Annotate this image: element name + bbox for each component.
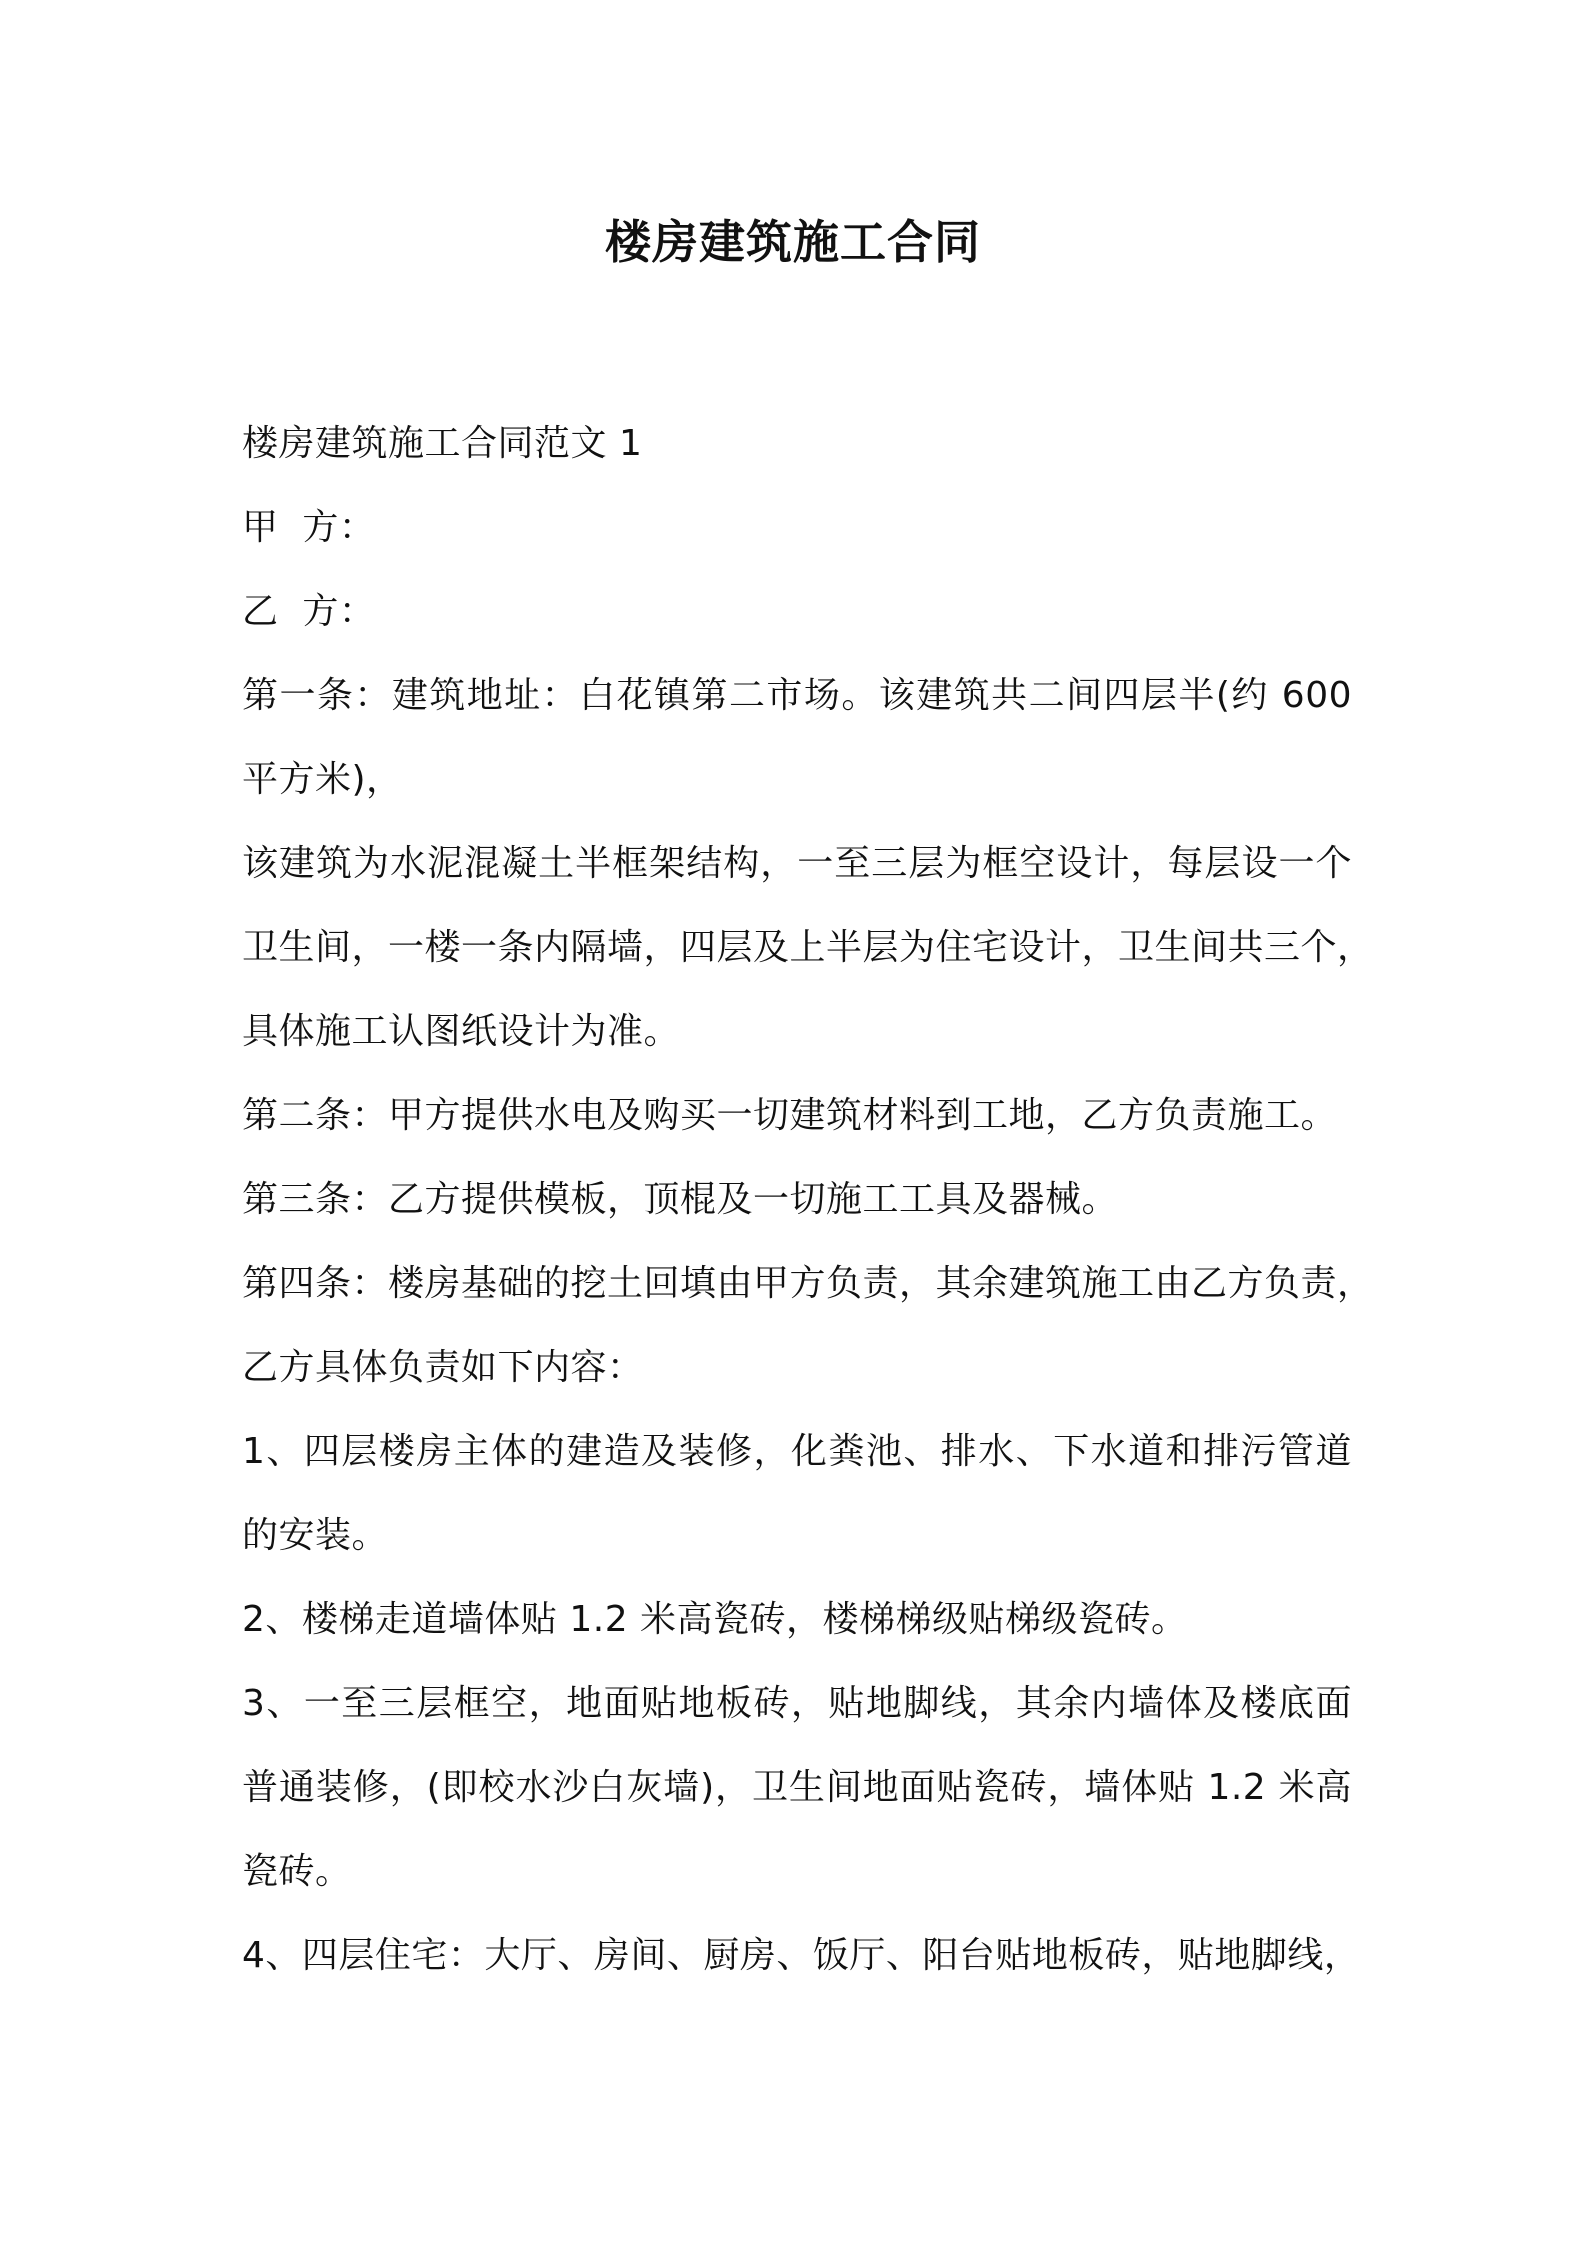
item-3-line-1: 3、一至三层框空，地面贴地板砖，贴地脚线，其余内墙体及楼底面 (242, 1683, 1352, 1724)
article-1-line-5: 具体施工认图纸设计为准。 (242, 1011, 681, 1052)
item-1-line-1: 1、四层楼房主体的建造及装修，化粪池、排水、下水道和排污管道 (242, 1431, 1352, 1472)
article-1-line-4: 卫生间，一楼一条内隔墙，四层及上半层为住宅设计，卫生间共三个， (242, 927, 1374, 968)
article-4-line-1: 第四条：楼房基础的挖土回填由甲方负责，其余建筑施工由乙方负责， (242, 1263, 1374, 1304)
item-2-line: 2、楼梯走道墙体贴 1.2 米高瓷砖，楼梯梯级贴梯级瓷砖。 (242, 1599, 1188, 1640)
article-1-line-1: 第一条：建筑地址：白花镇第二市场。该建筑共二间四层半(约 600 (242, 675, 1352, 716)
article-1-line-2: 平方米)， (242, 759, 403, 800)
item-3-line-2: 普通装修，(即校水沙白灰墙)，卫生间地面贴瓷砖，墙体贴 1.2 米高 (242, 1767, 1352, 1808)
item-3-line-3: 瓷砖。 (242, 1851, 352, 1892)
document-body (242, 402, 1374, 1998)
party-a-line: 甲 方： (242, 507, 376, 548)
article-3-line: 第三条：乙方提供模板，顶棍及一切施工工具及器械。 (242, 1179, 1119, 1220)
item-1-line-2: 的安装。 (242, 1515, 389, 1556)
party-b-line: 乙 方： (242, 591, 376, 632)
document-title: 楼房建筑施工合同 (605, 215, 981, 269)
article-1-line-3: 该建筑为水泥混凝土半框架结构，一至三层为框空设计，每层设一个 (242, 843, 1352, 884)
article-2-line: 第二条：甲方提供水电及购买一切建筑材料到工地，乙方负责施工。 (242, 1095, 1338, 1136)
item-4-line-1: 4、四层住宅：大厅、房间、厨房、饭厅、阳台贴地板砖，贴地脚线， (242, 1935, 1361, 1976)
section-heading: 楼房建筑施工合同范文 1 (242, 423, 643, 464)
article-4-line-2: 乙方具体负责如下内容： (242, 1347, 644, 1388)
